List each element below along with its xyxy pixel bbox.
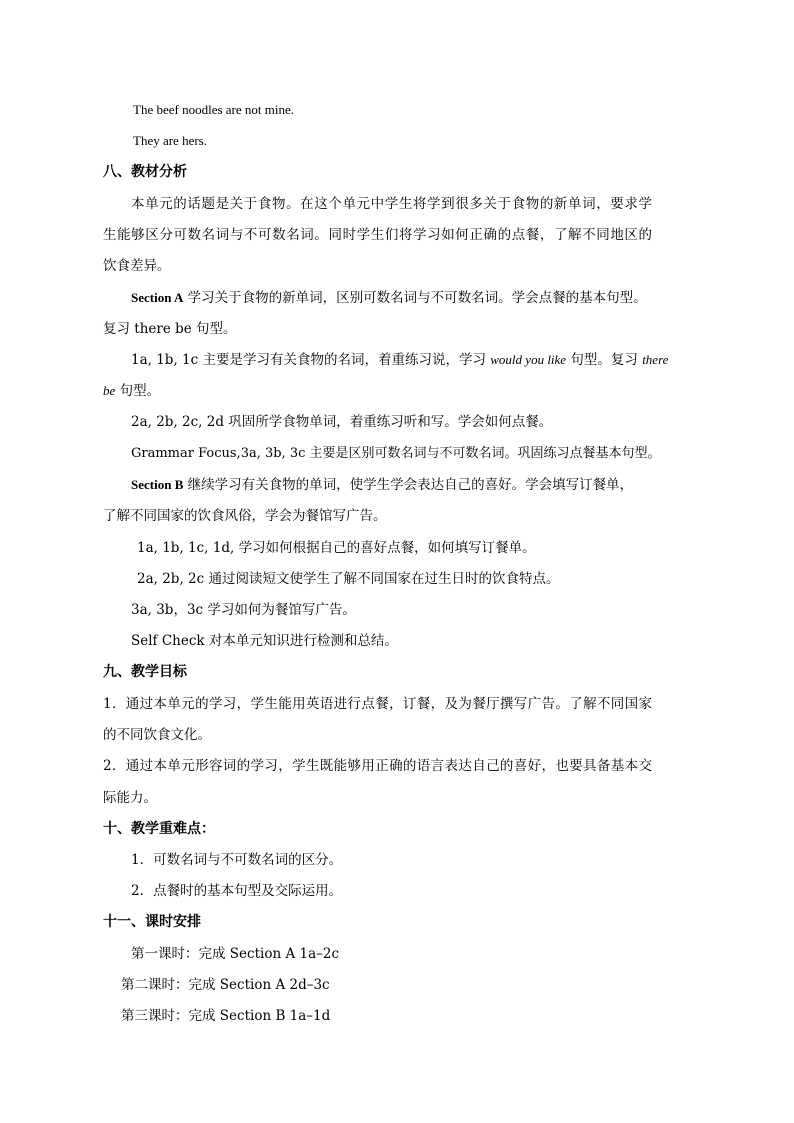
lesson-3: 第三课时：完成 Section B 1a–1d <box>121 1008 331 1024</box>
section-a-2a-2d: 2a, 2b, 2c, 2d 巩固所学食物单词，着重练习听和写。学会如何点餐。 <box>131 414 553 430</box>
lesson-1: 第一课时：完成 Section A 1a–2c <box>131 946 340 962</box>
section-a-1a-1c-line2 <box>103 381 160 401</box>
lesson-2: 第二课时：完成 Section A 2d–3c <box>121 977 330 993</box>
section-b-2a-2c: 2a, 2b, 2c 通过阅读短文使学生了解不同国家在过生日时的饮食特点。 <box>137 571 560 587</box>
section-b-3a-3c: 3a, 3b，3c 学习如何为餐馆写广告。 <box>131 602 356 618</box>
section-8-para1-line2: 生能够区分可数名词与不可数名词。同时学生们将学习如何正确的点餐，了解不同地区的 <box>103 227 652 243</box>
section-b-line2: 了解不同国家的饮食风俗，学会为餐馆写广告。 <box>103 508 387 524</box>
intro-sentence-2: They are hers. <box>133 133 207 148</box>
grammar-focus-line: Grammar Focus,3a, 3b, 3c 主要是区别可数名词与不可数名词。巩固练习点餐基本句型。 <box>131 446 661 461</box>
self-check-line: Self Check 对本单元知识进行检测和总结。 <box>131 633 398 649</box>
section-b-line1 <box>131 475 633 495</box>
goal-2-line1: 2．通过本单元形容词的学习，学生既能够用正确的语言表达自己的喜好，也要具备基本交 <box>103 758 652 774</box>
goal-2-line2: 际能力。 <box>103 790 157 806</box>
section-9-heading: 九、教学目标 <box>103 664 187 680</box>
section-b-text: 继续学习有关食物的单词，使学生学会表达自己的喜好。学会填写订餐单， <box>183 477 634 493</box>
section-a-line2: 复习 there be 句型。 <box>103 321 237 337</box>
phrase-there: there <box>642 352 669 367</box>
section-a-1a-1c-mid: 句型。复习 <box>566 352 643 368</box>
section-8-para1-line3: 饮食差异。 <box>103 258 171 274</box>
section-10-heading: 十、教学重难点： <box>103 821 215 837</box>
section-a-text: 学习关于食物的新单词，区别可数名词与不可数名词。学会点餐的基本句型。 <box>183 290 647 306</box>
key-point-1: 1．可数名词与不可数名词的区分。 <box>131 852 343 868</box>
section-b-label: Section B <box>131 477 184 492</box>
key-point-2: 2．点餐时的基本句型及交际运用。 <box>131 883 343 899</box>
phrase-be: be <box>103 383 116 398</box>
section-a-line1 <box>131 288 647 308</box>
section-a-1a-1c-text: 1a, 1b, 1c 主要是学习有关食物的名词，着重练习说，学习 <box>131 352 491 368</box>
intro-sentence-1: The beef noodles are not mine. <box>133 102 294 117</box>
section-8-para1-line1: 本单元的话题是关于食物。在这个单元中学生将学到很多关于食物的新单词，要求学 <box>131 196 652 212</box>
goal-1-line1: 1．通过本单元的学习，学生能用英语进行点餐，订餐，及为餐厅撰写广告。了解不同国家 <box>103 696 652 712</box>
section-11-heading: 十一、课时安排 <box>103 914 201 930</box>
phrase-would-you-like: would you like <box>490 352 567 367</box>
section-b-1a-1d: 1a, 1b, 1c, 1d, 学习如何根据自己的喜好点餐，如何填写订餐单。 <box>137 540 536 556</box>
section-a-1a-1c-end: 句型。 <box>115 383 161 399</box>
section-a-1a-1c-line1 <box>131 350 668 370</box>
goal-1-line2: 的不同饮食文化。 <box>103 727 211 743</box>
section-a-label: Section A <box>131 290 184 305</box>
section-8-heading: 八、教材分析 <box>103 164 187 180</box>
